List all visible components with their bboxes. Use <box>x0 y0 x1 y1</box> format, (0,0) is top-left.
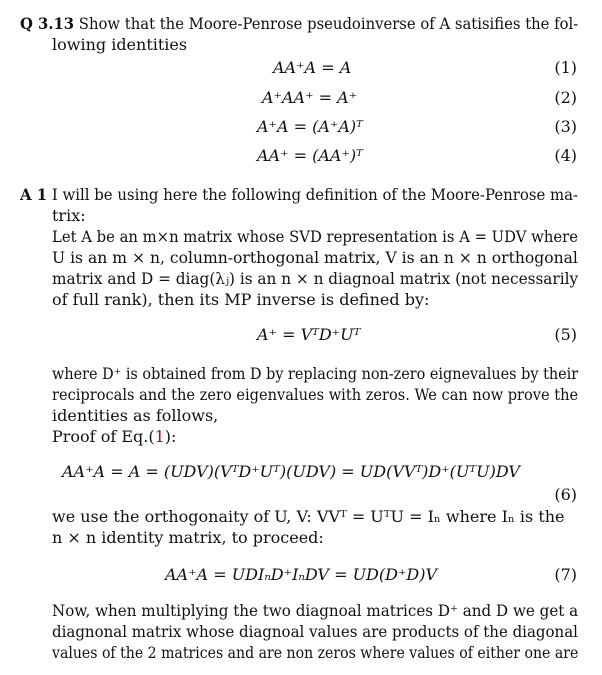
equation-1: AA⁺A = A <box>273 58 352 77</box>
equation-5-number: (5) <box>554 325 577 344</box>
answer-text-12: Now, when multiplying the two diagnoal matrices D⁺ and D we get a <box>52 601 579 620</box>
equation-5: A⁺ = VᵀD⁺Uᵀ <box>257 325 361 344</box>
equation-1-number: (1) <box>554 58 577 77</box>
equation-7: AA⁺A = UDIₙD⁺IₙDV = UD(D⁺D)V <box>165 565 438 584</box>
answer-text-10: we use the orthogonaity of U, V: VVᵀ = UᵀU = Iₙ where Iₙ is the <box>52 507 565 526</box>
answer-text-8: reciprocals and the zero eigenvalues with zeros. We can now prove the <box>52 385 579 404</box>
equation-3: A⁺A = (A⁺A)ᵀ <box>257 117 363 136</box>
answer-text-2: trix: <box>52 206 86 225</box>
question-label: Q 3.13 <box>20 14 75 33</box>
answer-text-6: of full rank), then its MP inverse is defined by: <box>52 290 430 309</box>
answer-line-1 <box>20 185 578 205</box>
equation-6-number: (6) <box>554 485 577 504</box>
equation-2: A⁺AA⁺ = A⁺ <box>262 88 358 107</box>
equation-reference-link[interactable]: 1 <box>154 427 165 446</box>
equation-2-number: (2) <box>554 88 577 107</box>
equation-7-number: (7) <box>554 565 577 584</box>
equation-3-number: (3) <box>554 117 577 136</box>
question-text-1: Show that the Moore-Penrose pseudoinverse of A satisifies the fol- <box>78 14 579 33</box>
proof-heading <box>52 427 176 447</box>
equation-6: AA⁺A = A = (UDV)(VᵀD⁺Uᵀ)(UDV) = UD(VVᵀ)D⁺(UᵀU)DV <box>62 462 520 481</box>
equation-4: AA⁺ = (AA⁺)ᵀ <box>257 146 363 165</box>
answer-text-5: matrix and D = diag(λⱼ) is an n × n diagnoal matrix (not necessarily <box>52 269 579 288</box>
question-line-1 <box>20 14 578 34</box>
equation-4-number: (4) <box>554 146 577 165</box>
answer-text-4: U is an m × n, column-orthogonal matrix, V is an n × n orthogonal <box>52 248 578 267</box>
answer-text-1: I will be using here the following definition of the Moore-Penrose ma- <box>51 185 579 204</box>
question-text-2: lowing identities <box>52 35 188 54</box>
answer-label: A 1 <box>20 185 48 204</box>
answer-text-3: Let A be an m×n matrix whose SVD representation is A = UDV where <box>52 227 578 246</box>
answer-text-13: diagnonal matrix whose diagnoal values are products of the diagonal <box>52 622 578 641</box>
answer-text-9: identities as follows, <box>52 406 219 425</box>
answer-text-7: where D⁺ is obtained from D by replacing non-zero eignevalues by their <box>52 364 579 383</box>
answer-text-11: n × n identity matrix, to proceed: <box>52 528 324 547</box>
proof-suffix: ): <box>164 427 177 446</box>
proof-prefix: Proof of Eq.( <box>52 427 155 446</box>
answer-text-14: values of the 2 matrices and are non zeros where values of either one are <box>52 643 579 662</box>
